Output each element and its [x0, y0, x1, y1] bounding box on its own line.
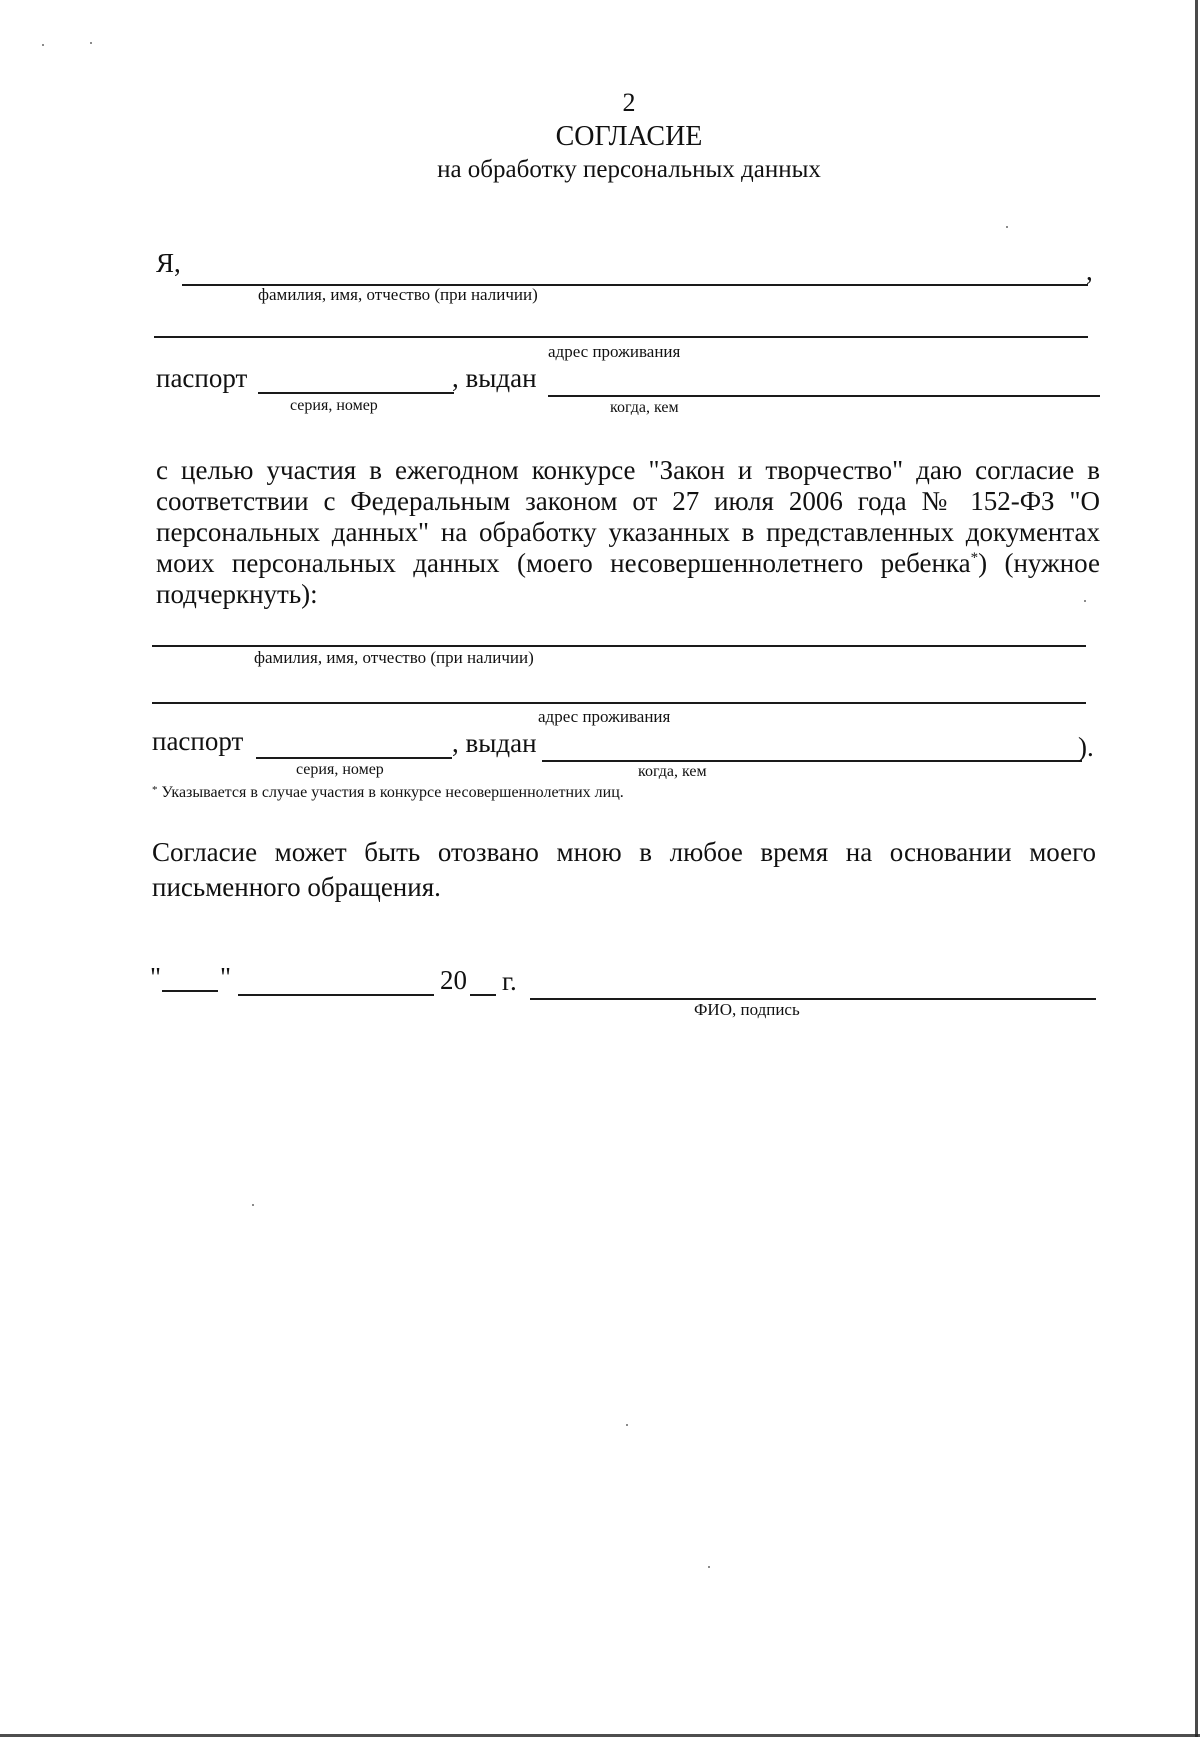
applicant-series-caption: серия, номер [290, 397, 378, 414]
revocation-paragraph: Согласие может быть отозвано мною в любое время на основании моего письменного обращения. [152, 837, 1096, 902]
applicant-passport-line [258, 392, 454, 394]
child-name-line [152, 645, 1086, 647]
applicant-trailing-comma: , [1086, 256, 1093, 286]
applicant-address-caption: адрес проживания [548, 342, 681, 361]
applicant-prefix: Я, [156, 248, 181, 278]
scan-edge-right [1195, 0, 1198, 1737]
year-line [470, 994, 496, 996]
applicant-issued-label: , выдан [452, 363, 537, 393]
footnote-text: Указывается в случае участия в конкурсе несовершеннолетних лиц. [157, 784, 624, 801]
footnote [152, 784, 624, 802]
consent-text-end: ) (нужное подчеркнуть): [156, 548, 1100, 609]
scan-speck [252, 1204, 254, 1206]
signature-line [530, 998, 1096, 1000]
date-quote-open: " [150, 962, 162, 992]
day-line [162, 990, 218, 992]
footnote-mark: * [970, 550, 979, 566]
scan-speck [90, 42, 92, 44]
child-issued-caption: когда, кем [638, 763, 707, 780]
applicant-address-line [154, 336, 1088, 338]
child-closing: ). [1078, 732, 1094, 762]
applicant-passport-label: паспорт [156, 363, 248, 393]
date-quote-close: " [220, 962, 232, 992]
year-prefix: 20 [440, 965, 467, 995]
applicant-issued-caption: когда, кем [610, 399, 679, 416]
page-number: 2 [622, 88, 636, 117]
applicant-name-caption: фамилия, имя, отчество (при наличии) [258, 285, 538, 304]
child-address-caption: адрес проживания [538, 707, 671, 726]
child-name-caption: фамилия, имя, отчество (при наличии) [254, 648, 534, 667]
child-address-line [152, 702, 1086, 704]
scan-speck [1084, 600, 1086, 602]
scan-speck [1006, 226, 1008, 228]
scan-speck [708, 1566, 710, 1568]
year-suffix: г. [502, 966, 517, 996]
scan-speck [42, 44, 44, 46]
footnote-mark-bottom: * [152, 784, 158, 796]
signature-caption: ФИО, подпись [694, 1000, 800, 1019]
consent-text-main: с целью участия в ежегодном конкурсе "Закон и творчество" даю согласие в соответствии с Федеральным законом от 27 июля 2006 года № 152-ФЗ "О персональных данных" на обработку указанных в представленных документах моих персональных данных (моего несовершеннолетнего ребенка [156, 455, 1100, 578]
scan-speck [626, 1424, 628, 1426]
month-line [238, 994, 434, 996]
child-issued-line [542, 760, 1082, 762]
document-title: СОГЛАСИЕ [555, 121, 703, 152]
document-subtitle: на обработку персональных данных [437, 156, 821, 183]
child-passport-label: паспорт [152, 726, 244, 756]
consent-paragraph [156, 455, 1100, 610]
child-series-caption: серия, номер [296, 761, 384, 778]
child-issued-label: , выдан [452, 728, 537, 758]
child-passport-line [256, 757, 452, 759]
applicant-issued-line [548, 395, 1100, 397]
